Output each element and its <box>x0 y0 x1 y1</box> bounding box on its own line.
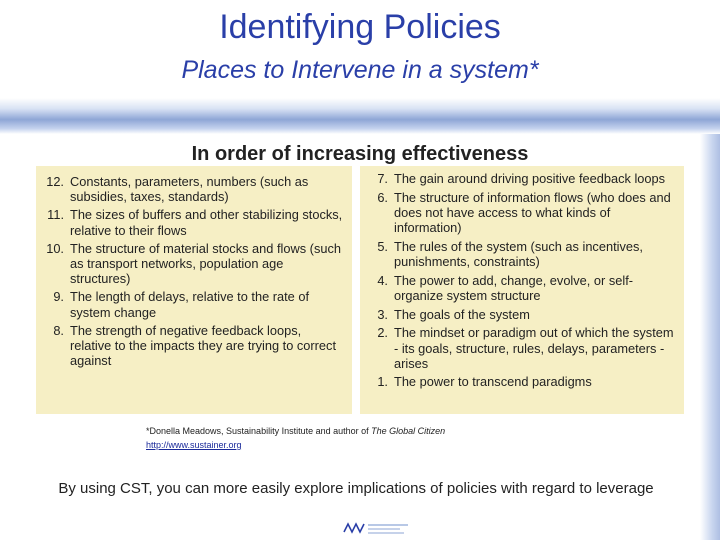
list-item <box>360 307 678 322</box>
item-number: 9. <box>53 289 64 305</box>
list-item <box>360 325 678 371</box>
section-heading: In order of increasing effectiveness <box>191 143 529 165</box>
list-item <box>360 374 678 389</box>
list-item <box>360 239 678 269</box>
list-item <box>36 207 344 237</box>
item-number: 8. <box>53 322 64 338</box>
item-number: 7. <box>377 171 388 186</box>
item-number: 2. <box>377 325 388 341</box>
item-text: The structure of material stocks and flows (such as transport networks, population age structures) <box>70 240 341 287</box>
item-number: 1. <box>377 374 388 390</box>
footer-logo-icon <box>342 520 412 536</box>
item-text: The gain around driving positive feedback loops <box>394 171 666 186</box>
footnote <box>146 424 686 452</box>
slide-title: Identifying Policies <box>219 8 501 46</box>
footnote-citation: *Donella Meadows, Sustainability Institute and author of <box>146 426 372 436</box>
item-number: 10. <box>46 240 64 256</box>
list-item <box>360 171 678 186</box>
item-text: Constants, parameters, numbers (such as subsidies, taxes, standards) <box>70 174 309 205</box>
bottom-statement: By using CST, you can more easily explore implications of policies with regard to leverage <box>58 480 654 497</box>
header-decoration-band <box>0 98 720 134</box>
list-item <box>36 241 344 287</box>
item-text: The rules of the system (such as incentives, punishments, constraints) <box>394 238 643 270</box>
item-text: The power to add, change, evolve, or self-organize system structure <box>394 272 634 303</box>
item-number: 12. <box>46 174 64 189</box>
list-item <box>36 174 344 204</box>
item-number: 4. <box>377 272 388 288</box>
item-text: The power to transcend paradigms <box>394 374 592 390</box>
footnote-book-title: The Global Citizen <box>371 426 446 436</box>
list-item <box>36 323 344 369</box>
item-text: The structure of information flows (who does and does not have access to what kinds of information) <box>394 189 671 236</box>
item-number: 11. <box>47 207 64 223</box>
list-item <box>360 190 678 236</box>
item-text: The goals of the system <box>394 306 530 322</box>
right-list-panel <box>360 166 684 414</box>
list-item <box>36 289 344 319</box>
item-number: 3. <box>377 306 388 322</box>
slide-subtitle: Places to Intervene in a system* <box>181 56 539 84</box>
item-text: The strength of negative feedback loops, relative to the impacts they are trying to correct against <box>70 322 337 369</box>
item-text: The length of delays, relative to the rate of system change <box>70 289 310 320</box>
item-number: 5. <box>377 238 388 254</box>
item-number: 6. <box>377 189 388 205</box>
left-list-panel <box>36 166 352 414</box>
item-text: The mindset or paradigm out of which the system - its goals, structure, rules, delays, parameters - arises <box>394 325 674 371</box>
list-item <box>360 273 678 303</box>
sustainer-link[interactable]: http://www.sustainer.org <box>146 440 242 450</box>
item-text: The sizes of buffers and other stabilizing stocks, relative to their flows <box>70 207 343 238</box>
